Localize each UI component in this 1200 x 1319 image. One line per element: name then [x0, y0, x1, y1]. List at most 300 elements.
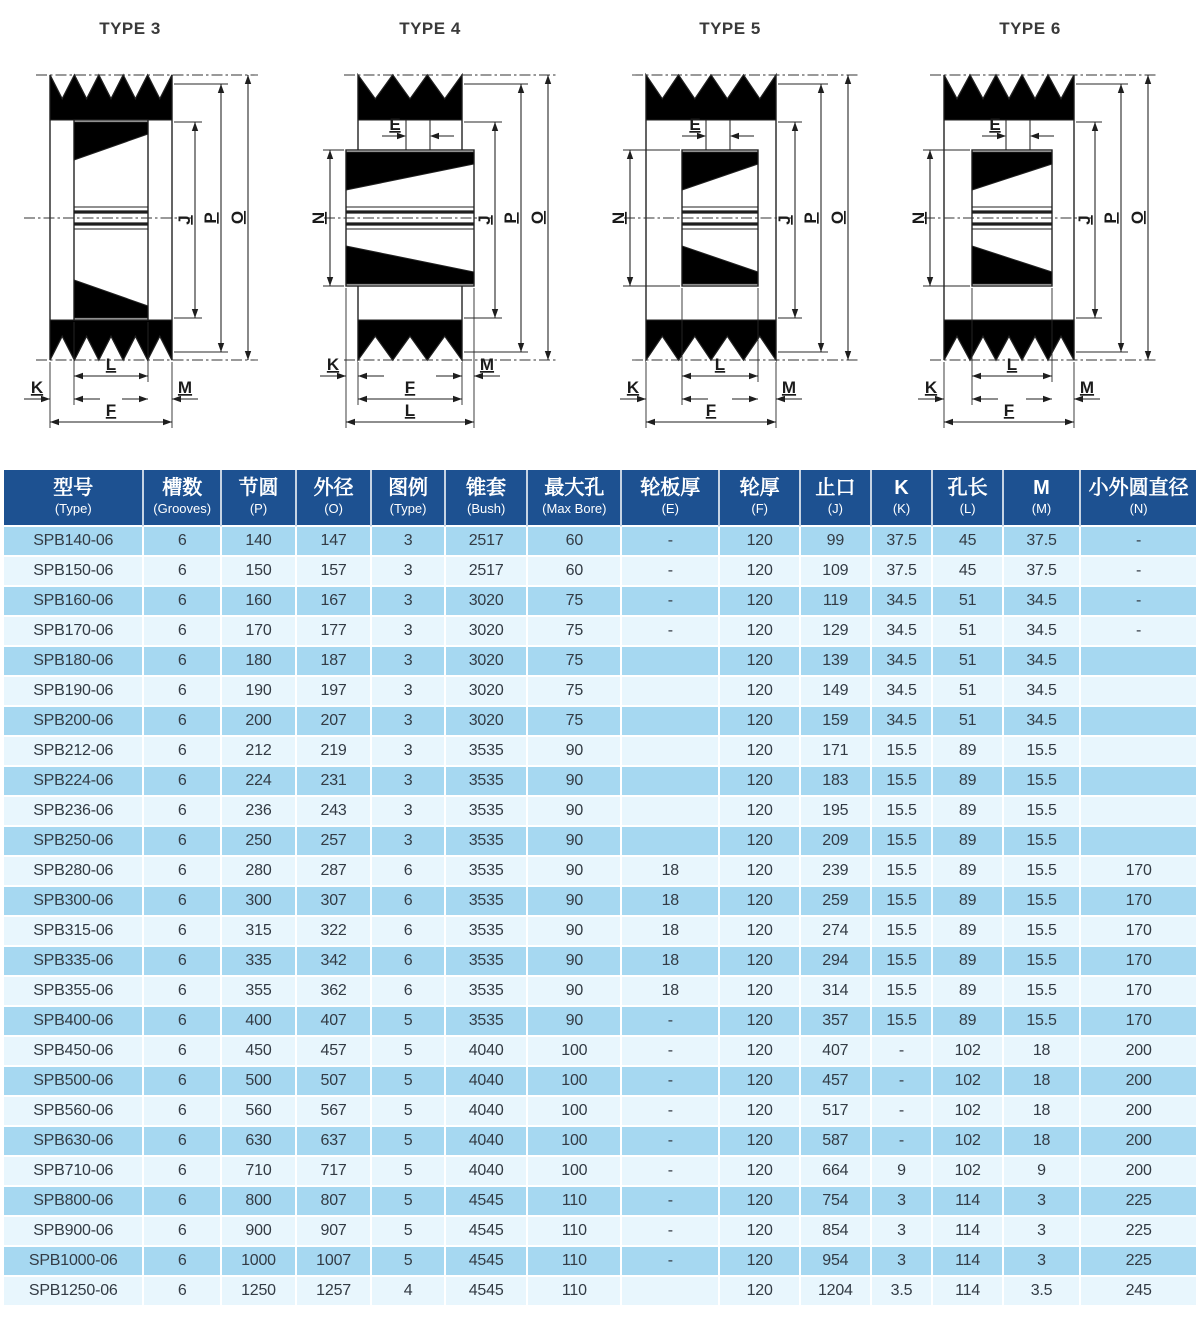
cell-figure-type: 3: [371, 826, 445, 856]
cell-bush: 3535: [445, 886, 527, 916]
cell-bush: 4040: [445, 1156, 527, 1186]
cell-bush: 4545: [445, 1216, 527, 1246]
cell-n: [1080, 706, 1196, 736]
column-header-type: [4, 470, 143, 526]
cell-m: 15.5: [1003, 766, 1080, 796]
dim-label: N: [909, 211, 928, 225]
cell-k: 15.5: [871, 796, 933, 826]
cell-pitch-diameter: 200: [221, 706, 296, 736]
cell-grooves: 6: [143, 916, 220, 946]
diagram-type-6: [900, 0, 1200, 470]
cell-k: 3: [871, 1246, 933, 1276]
dim-label: F: [1003, 401, 1015, 420]
cell-pitch-diameter: 160: [221, 586, 296, 616]
cell-grooves: 6: [143, 646, 220, 676]
column-header-zh: 图例: [388, 477, 429, 499]
cell-e: -: [621, 526, 719, 556]
cell-grooves: 6: [143, 676, 220, 706]
cell-e: -: [621, 556, 719, 586]
cell-outer-diameter: 197: [296, 676, 371, 706]
cell-max-bore: 110: [527, 1216, 621, 1246]
cell-figure-type: 5: [371, 1096, 445, 1126]
cell-bush: 4040: [445, 1126, 527, 1156]
cell-n: [1080, 766, 1196, 796]
column-header-j: [800, 470, 870, 526]
cell-j: 854: [800, 1216, 870, 1246]
cell-j: 119: [800, 586, 870, 616]
cell-type: SPB150-06: [4, 556, 143, 586]
cell-j: 129: [800, 616, 870, 646]
cell-m: 3: [1003, 1216, 1080, 1246]
cell-f: 120: [719, 1036, 800, 1066]
cell-j: 183: [800, 766, 870, 796]
cell-bush: 4040: [445, 1096, 527, 1126]
cell-figure-type: 3: [371, 646, 445, 676]
cell-e: -: [621, 1036, 719, 1066]
cell-m: 18: [1003, 1126, 1080, 1156]
cell-n: -: [1080, 586, 1196, 616]
cell-m: 34.5: [1003, 586, 1080, 616]
cell-l: 45: [932, 556, 1002, 586]
cell-outer-diameter: 1007: [296, 1246, 371, 1276]
dim-label: M: [781, 378, 797, 397]
cell-f: 120: [719, 946, 800, 976]
dim-label: M: [177, 378, 193, 397]
cell-outer-diameter: 219: [296, 736, 371, 766]
cell-m: 15.5: [1003, 796, 1080, 826]
cell-type: SPB160-06: [4, 586, 143, 616]
cell-l: 45: [932, 526, 1002, 556]
cell-n: 170: [1080, 1006, 1196, 1036]
cell-n: 225: [1080, 1186, 1196, 1216]
cell-pitch-diameter: 140: [221, 526, 296, 556]
diagram-title: TYPE 5: [699, 19, 761, 38]
dim-label: K: [626, 378, 640, 397]
dim-label: K: [30, 378, 44, 397]
cell-m: 34.5: [1003, 676, 1080, 706]
cell-j: 517: [800, 1096, 870, 1126]
cell-j: 954: [800, 1246, 870, 1276]
cell-n: [1080, 676, 1196, 706]
column-header-zh: 轮厚: [739, 477, 780, 499]
cell-type: SPB355-06: [4, 976, 143, 1006]
cell-k: -: [871, 1036, 933, 1066]
cell-l: 102: [932, 1096, 1002, 1126]
cell-f: 120: [719, 1186, 800, 1216]
cell-type: SPB630-06: [4, 1126, 143, 1156]
column-header-en: (Type): [389, 501, 427, 516]
cell-k: -: [871, 1066, 933, 1096]
cell-m: 15.5: [1003, 826, 1080, 856]
cell-grooves: 6: [143, 556, 220, 586]
cell-m: 18: [1003, 1066, 1080, 1096]
cell-type: SPB800-06: [4, 1186, 143, 1216]
table-row: [4, 556, 1196, 586]
cell-f: 120: [719, 616, 800, 646]
dim-label: O: [528, 210, 547, 225]
cell-bush: 3020: [445, 706, 527, 736]
column-header-zh: 锥套: [466, 477, 507, 499]
table-row: [4, 1156, 1196, 1186]
cell-pitch-diameter: 560: [221, 1096, 296, 1126]
cell-outer-diameter: 567: [296, 1096, 371, 1126]
table-row: [4, 946, 1196, 976]
cell-l: 89: [932, 946, 1002, 976]
cell-m: 37.5: [1003, 556, 1080, 586]
table-row: [4, 1036, 1196, 1066]
cell-l: 102: [932, 1036, 1002, 1066]
column-header-e: [621, 470, 719, 526]
cell-grooves: 6: [143, 616, 220, 646]
cell-n: -: [1080, 616, 1196, 646]
cell-type: SPB170-06: [4, 616, 143, 646]
cell-n: 170: [1080, 916, 1196, 946]
cell-k: 15.5: [871, 826, 933, 856]
cell-k: -: [871, 1096, 933, 1126]
cell-grooves: 6: [143, 526, 220, 556]
cell-max-bore: 100: [527, 1126, 621, 1156]
cell-m: 9: [1003, 1156, 1080, 1186]
cell-pitch-diameter: 355: [221, 976, 296, 1006]
cell-e: -: [621, 616, 719, 646]
cell-figure-type: 3: [371, 586, 445, 616]
cell-max-bore: 90: [527, 766, 621, 796]
cell-outer-diameter: 257: [296, 826, 371, 856]
cell-type: SPB200-06: [4, 706, 143, 736]
cell-n: 170: [1080, 886, 1196, 916]
cell-grooves: 6: [143, 826, 220, 856]
cell-k: 9: [871, 1156, 933, 1186]
cell-f: 120: [719, 1156, 800, 1186]
cell-n: 170: [1080, 856, 1196, 886]
cell-outer-diameter: 717: [296, 1156, 371, 1186]
cell-figure-type: 4: [371, 1276, 445, 1305]
cell-j: 1204: [800, 1276, 870, 1305]
cell-max-bore: 110: [527, 1276, 621, 1305]
dim-label: K: [924, 378, 938, 397]
cell-l: 89: [932, 766, 1002, 796]
cell-k: 15.5: [871, 856, 933, 886]
cell-k: 3: [871, 1216, 933, 1246]
cell-k: 34.5: [871, 706, 933, 736]
cell-outer-diameter: 907: [296, 1216, 371, 1246]
cell-bush: 2517: [445, 556, 527, 586]
cell-j: 457: [800, 1066, 870, 1096]
cell-n: 170: [1080, 976, 1196, 1006]
table-row: [4, 736, 1196, 766]
column-header-pitch-diameter: [221, 470, 296, 526]
cell-e: [621, 766, 719, 796]
cell-pitch-diameter: 190: [221, 676, 296, 706]
cell-grooves: 6: [143, 856, 220, 886]
cell-grooves: 6: [143, 1186, 220, 1216]
cell-max-bore: 90: [527, 826, 621, 856]
cell-outer-diameter: 407: [296, 1006, 371, 1036]
cell-figure-type: 5: [371, 1006, 445, 1036]
diagram-type-3: [0, 0, 300, 470]
column-header-en: (O): [324, 501, 343, 516]
cell-type: SPB1250-06: [4, 1276, 143, 1305]
column-header-zh: K: [894, 477, 909, 499]
pulley-drawing: [900, 0, 1200, 470]
cell-f: 120: [719, 856, 800, 886]
cell-max-bore: 90: [527, 736, 621, 766]
cell-e: [621, 676, 719, 706]
cell-f: 120: [719, 796, 800, 826]
cell-f: 120: [719, 676, 800, 706]
cell-max-bore: 100: [527, 1066, 621, 1096]
column-header-m: [1003, 470, 1080, 526]
cell-e: -: [621, 1066, 719, 1096]
cell-grooves: 6: [143, 1066, 220, 1096]
cell-type: SPB212-06: [4, 736, 143, 766]
cell-e: -: [621, 1006, 719, 1036]
pulley-type-diagrams: [0, 0, 1200, 470]
table-row: [4, 1276, 1196, 1305]
cell-j: 754: [800, 1186, 870, 1216]
cell-j: 274: [800, 916, 870, 946]
cell-pitch-diameter: 212: [221, 736, 296, 766]
dim-label: M: [479, 355, 495, 374]
cell-max-bore: 60: [527, 556, 621, 586]
cell-bush: 3535: [445, 946, 527, 976]
column-header-en: (F): [751, 501, 768, 516]
cell-bush: 3535: [445, 916, 527, 946]
cell-figure-type: 6: [371, 976, 445, 1006]
cell-outer-diameter: 362: [296, 976, 371, 1006]
cell-j: 99: [800, 526, 870, 556]
cell-e: -: [621, 1186, 719, 1216]
dim-label: J: [775, 215, 794, 225]
table-row: [4, 856, 1196, 886]
cell-max-bore: 90: [527, 946, 621, 976]
column-header-zh: 止口: [815, 477, 856, 499]
table-header: [4, 470, 1196, 526]
cell-m: 15.5: [1003, 1006, 1080, 1036]
column-header-en: (Grooves): [153, 501, 212, 516]
cell-figure-type: 3: [371, 706, 445, 736]
spec-table-section: [0, 470, 1200, 1305]
cell-m: 15.5: [1003, 886, 1080, 916]
cell-l: 102: [932, 1156, 1002, 1186]
cell-bush: 3020: [445, 616, 527, 646]
cell-k: 15.5: [871, 976, 933, 1006]
dim-label: M: [1079, 378, 1095, 397]
cell-pitch-diameter: 800: [221, 1186, 296, 1216]
cell-k: 34.5: [871, 586, 933, 616]
column-header-en: (N): [1129, 501, 1148, 516]
cell-grooves: 6: [143, 1246, 220, 1276]
cell-e: [621, 826, 719, 856]
cell-type: SPB300-06: [4, 886, 143, 916]
cell-pitch-diameter: 224: [221, 766, 296, 796]
cell-f: 120: [719, 526, 800, 556]
cell-j: 171: [800, 736, 870, 766]
dim-label: F: [705, 401, 717, 420]
table-row: [4, 1246, 1196, 1276]
cell-max-bore: 90: [527, 856, 621, 886]
cell-n: -: [1080, 526, 1196, 556]
cell-k: 34.5: [871, 676, 933, 706]
cell-f: 120: [719, 556, 800, 586]
cell-bush: 3535: [445, 856, 527, 886]
cell-max-bore: 110: [527, 1186, 621, 1216]
dim-label: E: [689, 115, 701, 134]
table-row: [4, 916, 1196, 946]
cell-outer-diameter: 167: [296, 586, 371, 616]
cell-grooves: 6: [143, 946, 220, 976]
cell-type: SPB335-06: [4, 946, 143, 976]
table-row: [4, 706, 1196, 736]
column-header-en: (K): [892, 501, 911, 516]
cell-f: 120: [719, 1216, 800, 1246]
cell-m: 15.5: [1003, 916, 1080, 946]
cell-figure-type: 6: [371, 916, 445, 946]
diagram-title: TYPE 6: [999, 19, 1061, 38]
cell-max-bore: 90: [527, 886, 621, 916]
cell-grooves: 6: [143, 736, 220, 766]
cell-m: 3: [1003, 1246, 1080, 1276]
cell-j: 149: [800, 676, 870, 706]
column-header-zh: 外径: [313, 477, 354, 499]
cell-bush: 3020: [445, 676, 527, 706]
cell-outer-diameter: 231: [296, 766, 371, 796]
cell-pitch-diameter: 335: [221, 946, 296, 976]
cell-outer-diameter: 1257: [296, 1276, 371, 1305]
cell-grooves: 6: [143, 586, 220, 616]
column-header-zh: 节圆: [238, 477, 279, 499]
cell-bush: 4040: [445, 1036, 527, 1066]
cell-outer-diameter: 342: [296, 946, 371, 976]
column-header-zh: 小外圆直径: [1088, 477, 1189, 499]
cell-l: 51: [932, 586, 1002, 616]
cell-figure-type: 3: [371, 556, 445, 586]
cell-outer-diameter: 157: [296, 556, 371, 586]
table-row: [4, 976, 1196, 1006]
cell-l: 89: [932, 886, 1002, 916]
cell-f: 120: [719, 886, 800, 916]
cell-e: -: [621, 1096, 719, 1126]
cell-e: -: [621, 1126, 719, 1156]
cell-pitch-diameter: 400: [221, 1006, 296, 1036]
column-header-n: [1080, 470, 1196, 526]
table-body: [4, 526, 1196, 1305]
dim-label: P: [1101, 212, 1120, 224]
cell-figure-type: 6: [371, 946, 445, 976]
cell-type: SPB140-06: [4, 526, 143, 556]
cell-k: 3.5: [871, 1276, 933, 1305]
cell-type: SPB450-06: [4, 1036, 143, 1066]
diagram-type-5: [600, 0, 900, 470]
dim-label: L: [404, 401, 416, 420]
cell-bush: 3535: [445, 1006, 527, 1036]
cell-grooves: 6: [143, 1096, 220, 1126]
cell-f: 120: [719, 766, 800, 796]
cell-m: 34.5: [1003, 706, 1080, 736]
cell-e: [621, 1276, 719, 1305]
cell-type: SPB560-06: [4, 1096, 143, 1126]
table-row: [4, 796, 1196, 826]
cell-m: 34.5: [1003, 616, 1080, 646]
cell-max-bore: 75: [527, 646, 621, 676]
dim-label: O: [828, 210, 847, 225]
table-row: [4, 766, 1196, 796]
cell-j: 139: [800, 646, 870, 676]
cell-f: 120: [719, 1126, 800, 1156]
cell-m: 15.5: [1003, 736, 1080, 766]
cell-type: SPB250-06: [4, 826, 143, 856]
cell-figure-type: 5: [371, 1126, 445, 1156]
cell-grooves: 6: [143, 1216, 220, 1246]
cell-j: 314: [800, 976, 870, 1006]
cell-pitch-diameter: 280: [221, 856, 296, 886]
cell-outer-diameter: 507: [296, 1066, 371, 1096]
cell-e: [621, 646, 719, 676]
cell-grooves: 6: [143, 886, 220, 916]
cell-figure-type: 3: [371, 616, 445, 646]
cell-grooves: 6: [143, 1036, 220, 1066]
cell-n: [1080, 736, 1196, 766]
cell-pitch-diameter: 236: [221, 796, 296, 826]
cell-max-bore: 75: [527, 706, 621, 736]
table-row: [4, 1096, 1196, 1126]
cell-j: 159: [800, 706, 870, 736]
cell-n: 245: [1080, 1276, 1196, 1305]
cell-k: 15.5: [871, 766, 933, 796]
diagram-title: TYPE 3: [99, 19, 161, 38]
cell-n: 200: [1080, 1066, 1196, 1096]
column-header-figure-type: [371, 470, 445, 526]
cell-f: 120: [719, 826, 800, 856]
cell-l: 51: [932, 676, 1002, 706]
cell-n: 225: [1080, 1246, 1196, 1276]
cell-n: 200: [1080, 1126, 1196, 1156]
column-header-zh: 孔长: [947, 477, 988, 499]
cell-figure-type: 5: [371, 1036, 445, 1066]
cell-pitch-diameter: 500: [221, 1066, 296, 1096]
cell-l: 51: [932, 646, 1002, 676]
cell-pitch-diameter: 630: [221, 1126, 296, 1156]
cell-m: 3.5: [1003, 1276, 1080, 1305]
cell-max-bore: 90: [527, 1006, 621, 1036]
dim-label: F: [105, 401, 117, 420]
cell-max-bore: 100: [527, 1156, 621, 1186]
cell-n: [1080, 796, 1196, 826]
cell-l: 102: [932, 1126, 1002, 1156]
cell-type: SPB280-06: [4, 856, 143, 886]
cell-k: 37.5: [871, 556, 933, 586]
column-header-zh: 轮板厚: [640, 477, 701, 499]
cell-outer-diameter: 807: [296, 1186, 371, 1216]
cell-e: [621, 736, 719, 766]
dim-label: O: [1128, 210, 1147, 225]
cell-pitch-diameter: 1250: [221, 1276, 296, 1305]
cell-n: 200: [1080, 1156, 1196, 1186]
cell-grooves: 6: [143, 1156, 220, 1186]
cell-max-bore: 90: [527, 916, 621, 946]
cell-outer-diameter: 243: [296, 796, 371, 826]
cell-k: 15.5: [871, 736, 933, 766]
cell-f: 120: [719, 646, 800, 676]
cell-grooves: 6: [143, 976, 220, 1006]
cell-j: 109: [800, 556, 870, 586]
cell-max-bore: 100: [527, 1036, 621, 1066]
cell-f: 120: [719, 1276, 800, 1305]
cell-max-bore: 90: [527, 796, 621, 826]
cell-l: 89: [932, 1006, 1002, 1036]
cell-n: -: [1080, 556, 1196, 586]
diagram-type-4: [300, 0, 600, 470]
